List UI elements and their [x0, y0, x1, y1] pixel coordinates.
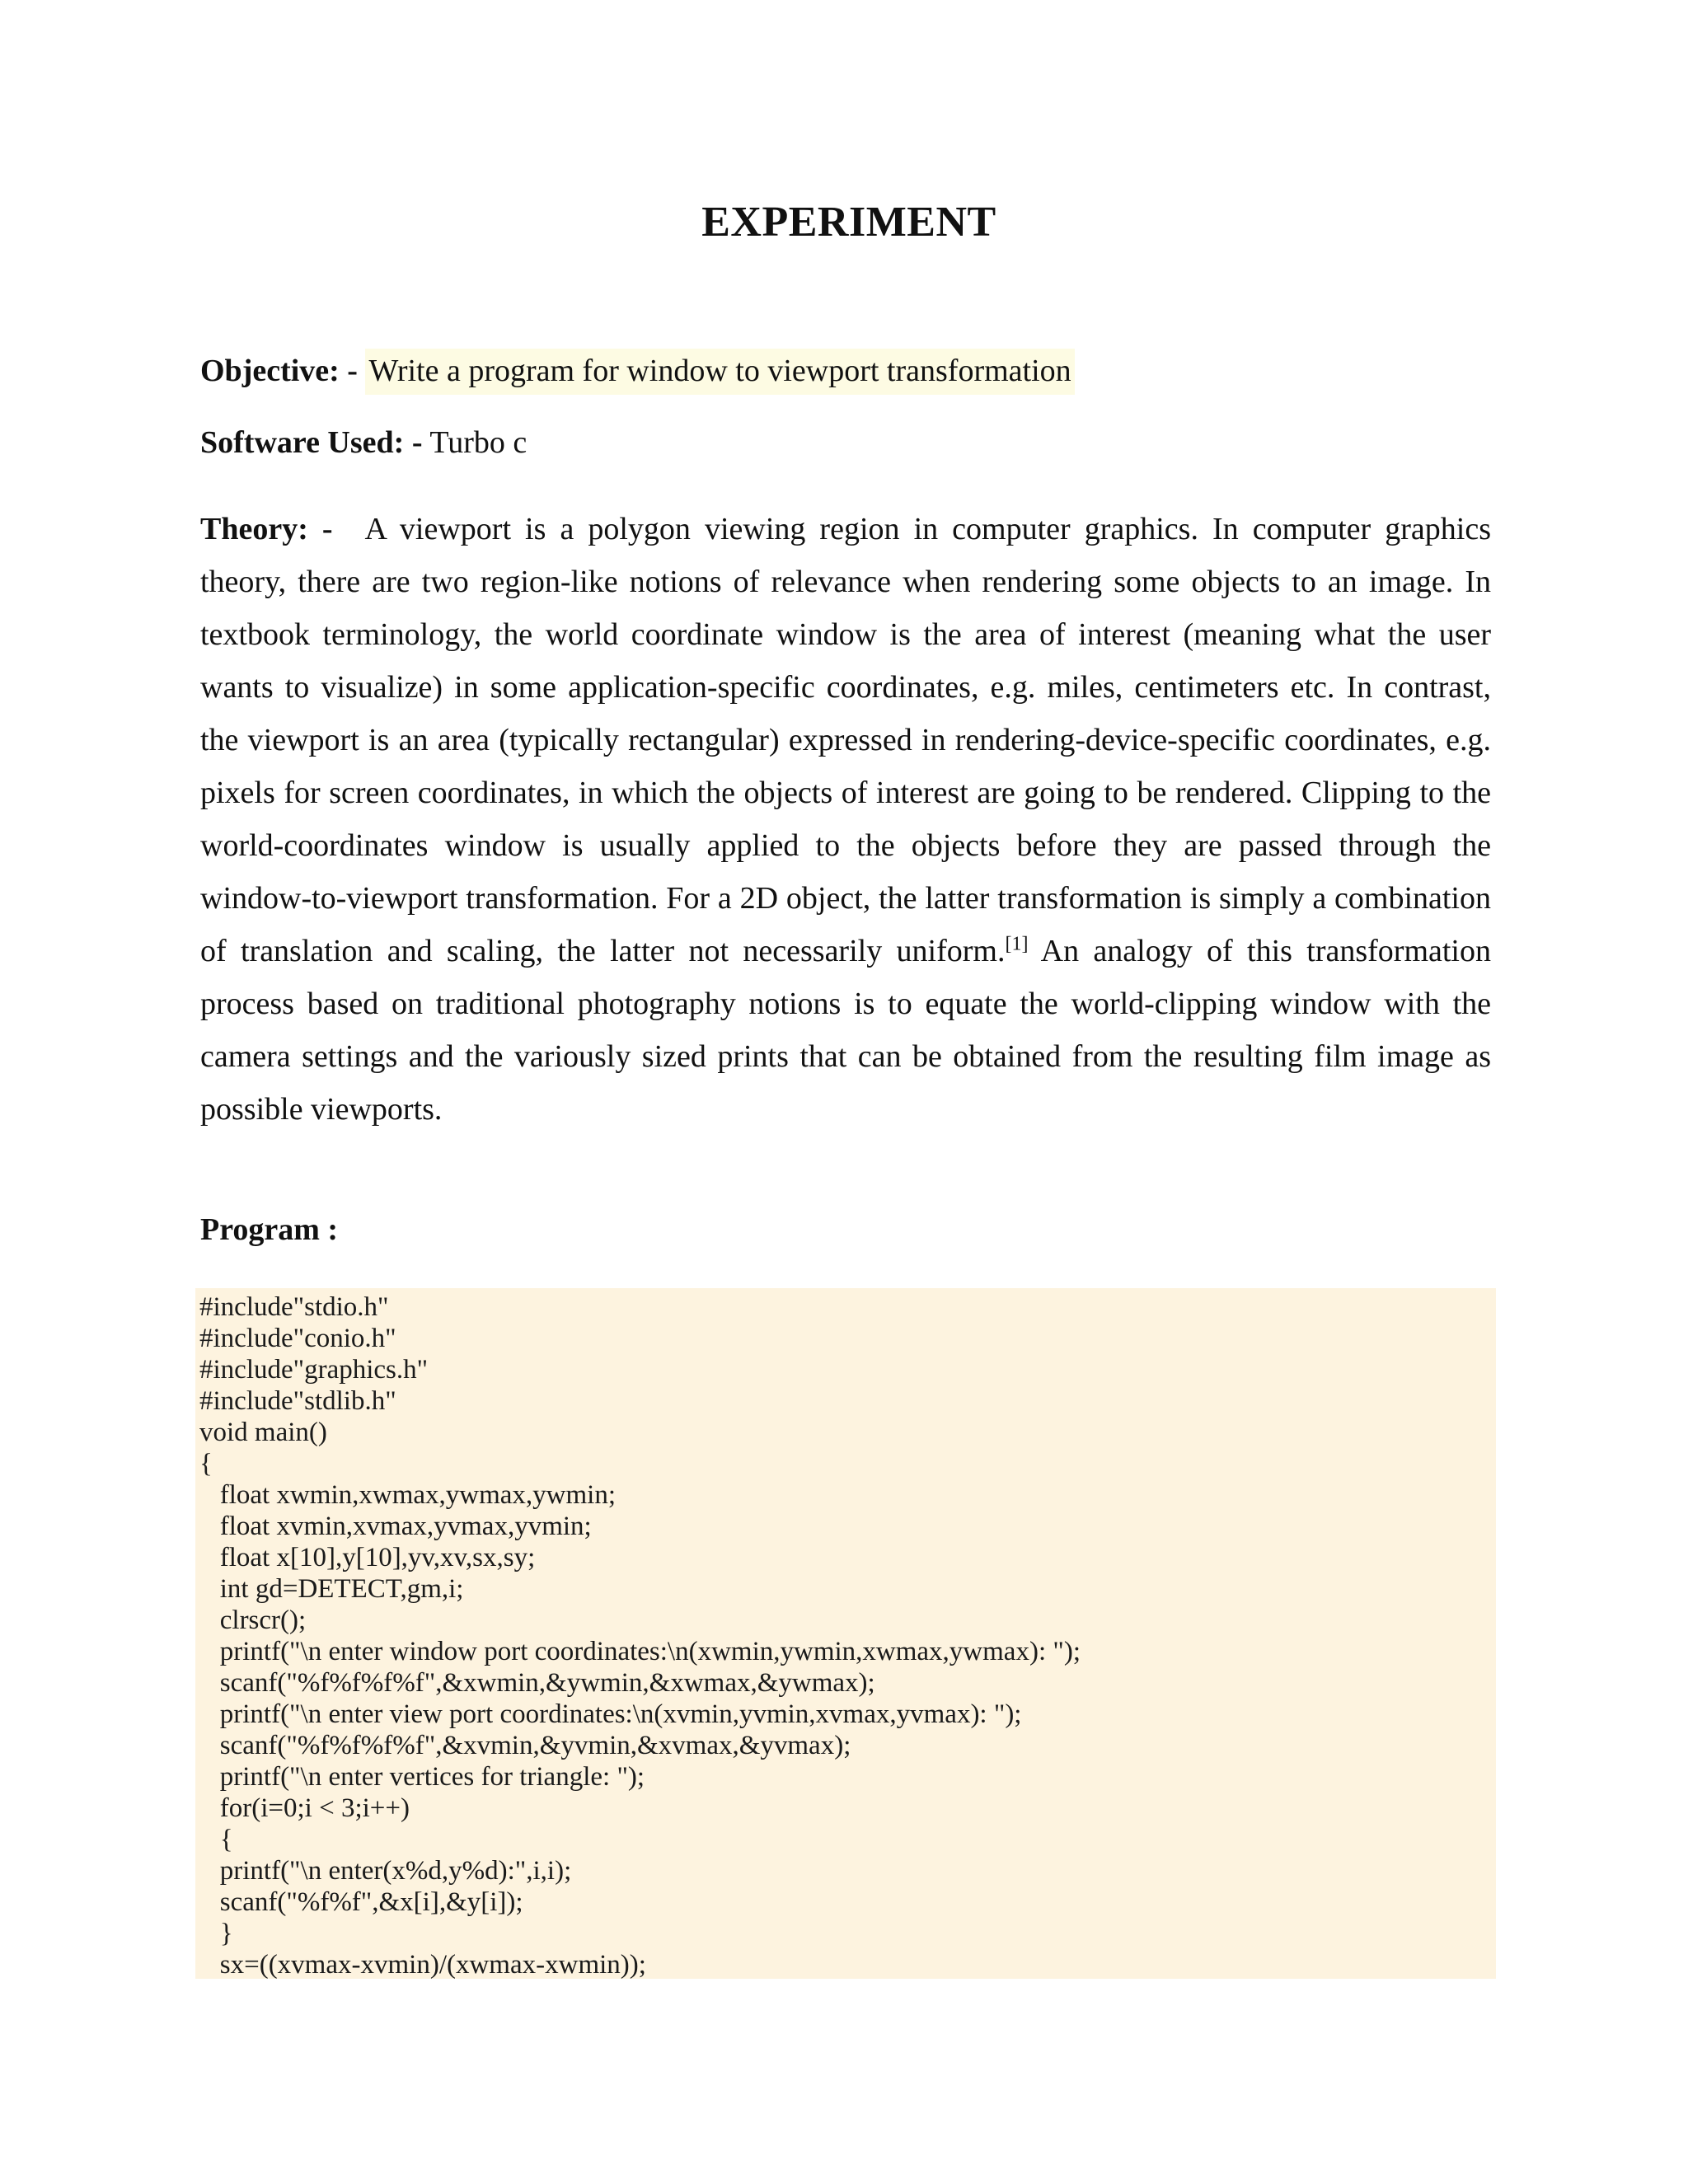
- code-line: #include"stdlib.h": [199, 1386, 396, 1416]
- code-line: sx=((xvmax-xvmin)/(xwmax-xwmin));: [199, 1950, 646, 1979]
- code-line: #include"conio.h": [199, 1324, 396, 1353]
- theory-text: A viewport is a polygon viewing region in computer graphics. In computer graphics theory, there are two region-like notions of relevance when rendering some objects to an image. In textbook terminology, the world coordinate window is the area of interest (meaning what the user wants to visualize) in some application-specific coordinates, e.g. miles, centimeters etc. In contrast, the viewport is an area (typically rectangular) expressed in rendering-device-specific coordinates, e.g. pixels for screen coordinates, in which the objects of interest are going to be rendered. Clipping to the world-coordinates window is usually applied to the objects before they are passed through the window-to-viewport transformation. For a 2D object, the latter transformation is simply a combination of translation and scaling, the latter not necessarily uniform.: [200, 512, 1491, 968]
- objective-text: Write a program for window to viewport transformation: [365, 349, 1074, 395]
- code-block: [195, 1288, 1496, 1979]
- page-title: EXPERIMENT: [701, 199, 996, 246]
- code-line: clrscr();: [199, 1605, 307, 1635]
- code-line: float xvmin,xvmax,yvmax,yvmin;: [199, 1511, 592, 1541]
- code-line: int gd=DETECT,gm,i;: [199, 1574, 464, 1604]
- code-line: printf("\n enter(x%d,y%d):",i,i);: [199, 1856, 572, 1886]
- code-line: for(i=0;i < 3;i++): [199, 1793, 410, 1823]
- program-label: Program :: [200, 1212, 339, 1247]
- software-row: [200, 424, 527, 461]
- code-line: printf("\n enter view port coordinates:\n(xvmin,yvmin,xvmax,yvmax): ");: [199, 1699, 1022, 1729]
- code-line: {: [199, 1449, 213, 1479]
- theory-paragraph: [200, 503, 1491, 1136]
- objective-label: Objective: -: [200, 354, 358, 388]
- software-label: Software Used: -: [200, 425, 423, 460]
- code-line: }: [199, 1919, 233, 1948]
- objective-row: [200, 353, 1075, 389]
- theory-text-continued: An analogy of this transformation process based on traditional photography notions is to equate the world-clipping window with the camera settings and the variously sized prints that can be obtained from the resulting film image as possible viewports.: [200, 934, 1491, 1127]
- code-line: printf("\n enter window port coordinates:\n(xwmin,ywmin,xwmax,ywmax): ");: [199, 1637, 1081, 1666]
- software-text: Turbo c: [429, 425, 528, 460]
- code-line: float xwmin,xwmax,ywmax,ywmin;: [199, 1480, 617, 1510]
- code-line: #include"graphics.h": [199, 1355, 429, 1385]
- code-line: scanf("%f%f",&x[i],&y[i]);: [199, 1887, 523, 1917]
- code-line: #include"stdio.h": [199, 1292, 389, 1322]
- code-line: scanf("%f%f%f%f",&xwmin,&ywmin,&xwmax,&ywmax);: [199, 1668, 875, 1698]
- code-line: scanf("%f%f%f%f",&xvmin,&yvmin,&xvmax,&yvmax);: [199, 1731, 851, 1760]
- theory-reference: [1]: [1005, 933, 1029, 955]
- theory-label: Theory: -: [200, 512, 333, 546]
- code-line: {: [199, 1825, 233, 1854]
- code-line: printf("\n enter vertices for triangle: ");: [199, 1762, 645, 1792]
- code-line: void main(): [199, 1418, 327, 1447]
- code-line: float x[10],y[10],yv,xv,sx,sy;: [199, 1543, 536, 1572]
